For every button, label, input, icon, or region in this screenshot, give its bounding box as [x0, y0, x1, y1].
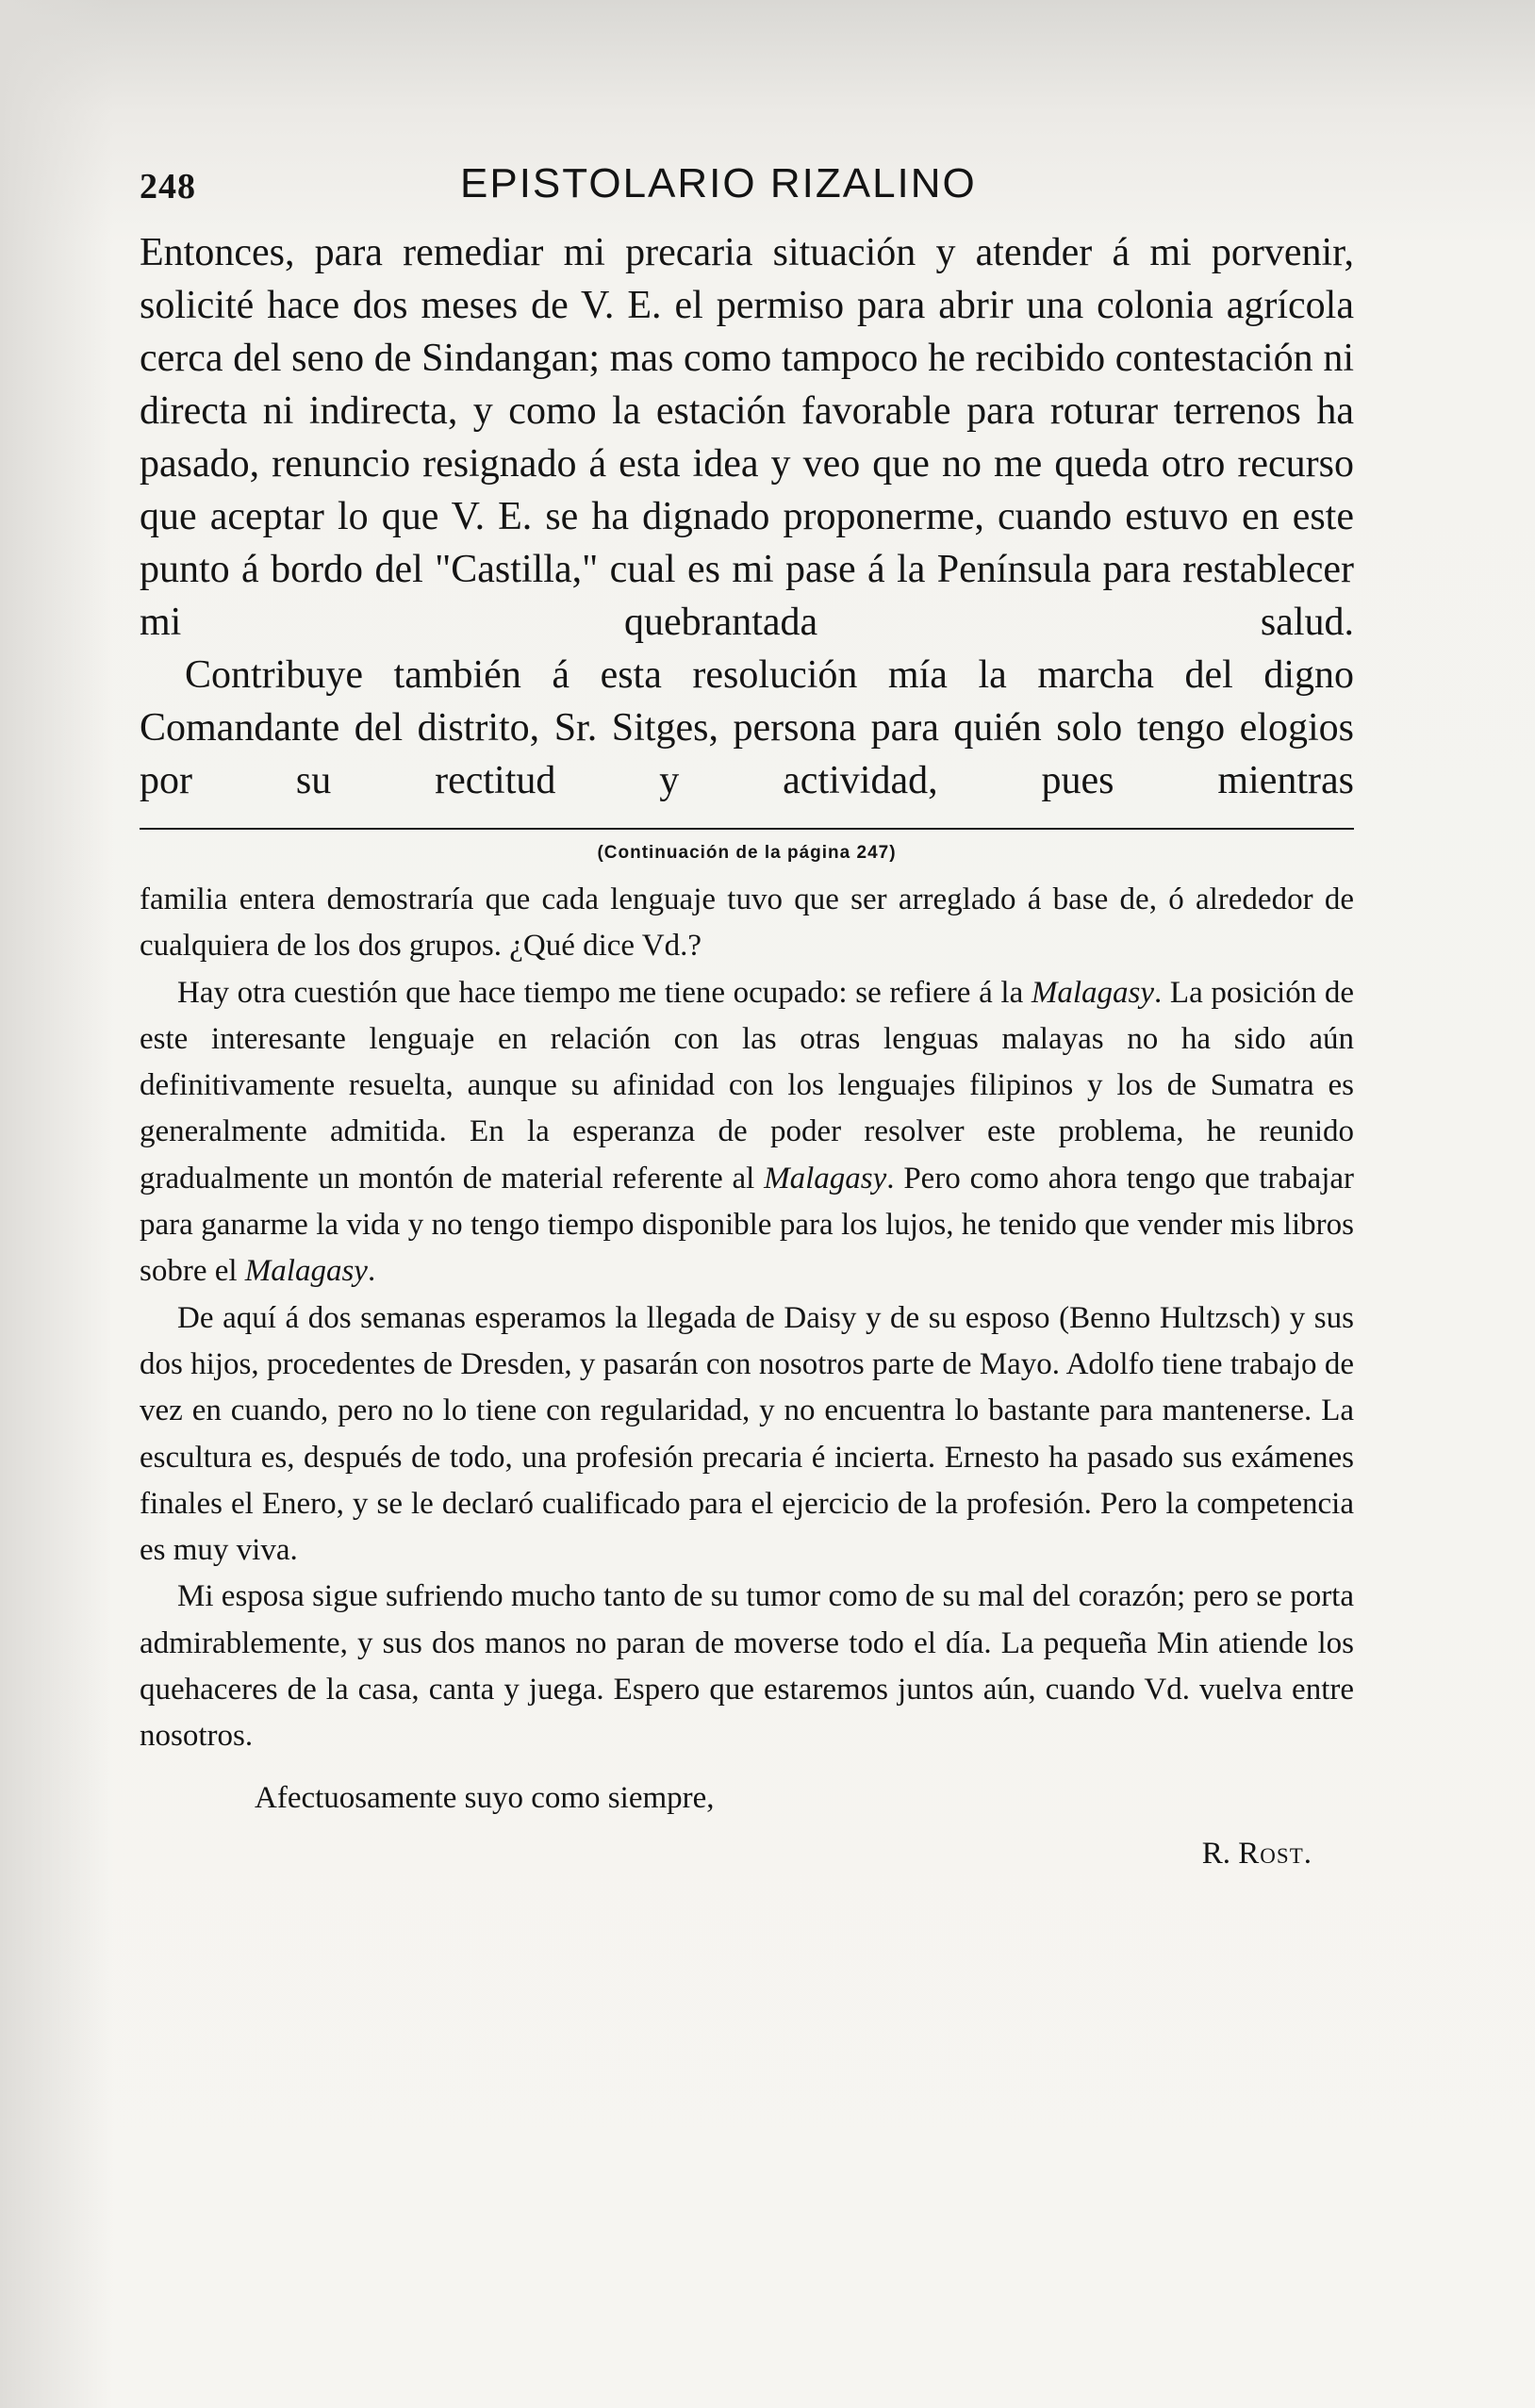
footnote-paragraph-3: De aquí á dos semanas esperamos la llegada de Daisy y de su esposo (Benno Hultzsch) y sus dos hijos, procedentes de Dresden, y pasarán con nosotros parte de Mayo. Adolfo tiene trabajo de vez en cuando, pero no lo tiene con regularidad, y no encuentra lo bastante para mantenerse. La escultura es, después de todo, una profesión precaria é incierta. Ernesto ha pasado sus exámenes finales el Enero, y se le declaró cualificado para el ejercicio de la profesión. Pero la competencia es muy viva. — [140, 1300, 1354, 1568]
closing-line: Afectuosamente suyo como siempre, — [255, 1780, 715, 1815]
running-title: EPISTOLARIO RIZALINO — [460, 160, 977, 206]
italic-term: Malagasy — [764, 1161, 887, 1196]
footnote-paragraph-1: familia entera demostraría que cada lenguaje tuvo que ser arreglado á base de, ó alrededor de cualquiera de los dos grupos. ¿Qué dice Vd.? — [140, 882, 1354, 964]
main-text — [140, 226, 1354, 807]
page-header — [140, 160, 1354, 226]
main-paragraph-1: Entonces, para remediar mi precaria situación y atender á mi porvenir, solicité hace dos meses de V. E. el permiso para abrir una colonia agrícola cerca del seno de Sindangan; mas como tampoco he recibido contestación ni directa ni indirecta, y como la estación favorable para roturar terrenos ha pasado, renuncio resignado á esta idea y veo que no me queda otro recurso que aceptar lo que V. E. se ha dignado proponerme, cuando estuvo en este punto á bordo del "Castilla," cual es mi pase á la Península para restablecer mi quebrantada salud. — [140, 231, 1354, 644]
signature-name: Rost. — [1238, 1836, 1312, 1871]
italic-term: Malagasy — [1031, 975, 1155, 1010]
signature — [140, 1837, 1354, 1872]
signature-initial: R. — [1201, 1836, 1231, 1871]
text-run: Hay otra cuestión que hace tiempo me tiene ocupado: se refiere á la — [177, 975, 1032, 1010]
page-number: 248 — [140, 167, 196, 206]
text-run: . La posición de este interesante lenguaje en relación con las otras lenguas malayas no ha sido aún definitivamente resuelta, aunque su afinidad con los lenguajes filipinos y los de Sumatra es generalmente admitida. En la esperanza de poder resolver este problema, he reunido gradualmente un montón de material referente al — [140, 975, 1355, 1196]
main-paragraph-2: Contribuye también á esta resolución mía la marcha del digno Comandante del distrito, Sr. Sitges, persona para quién solo tengo elogios por su rectitud y actividad, pues mientras — [140, 653, 1354, 802]
text-run: . Pero como ahora tengo que trabajar para ganarme la vida y no tengo tiempo disponible para los lujos, he tenido que vender mis libros sobre el — [140, 1161, 1354, 1289]
text-run: . — [367, 1254, 376, 1289]
continuation-label: (Continuación de la página 247) — [597, 843, 897, 863]
footnote-divider — [140, 828, 1354, 830]
page-edge-shadow — [0, 0, 113, 2408]
page-content — [140, 160, 1354, 1872]
footnote-text — [140, 877, 1354, 1760]
footnote-paragraph-4: Mi esposa sigue sufriendo mucho tanto de su tumor como de su mal del corazón; pero se porta admirablemente, y sus dos manos no paran de moverse todo el día. La pequeña Min atiende los quehaceres de la casa, canta y juega. Espero que estaremos juntos aún, cuando Vd. vuelva entre nosotros. — [140, 1579, 1354, 1754]
italic-term: Malagasy — [244, 1254, 368, 1289]
footnote-paragraph-2 — [140, 970, 1354, 1295]
